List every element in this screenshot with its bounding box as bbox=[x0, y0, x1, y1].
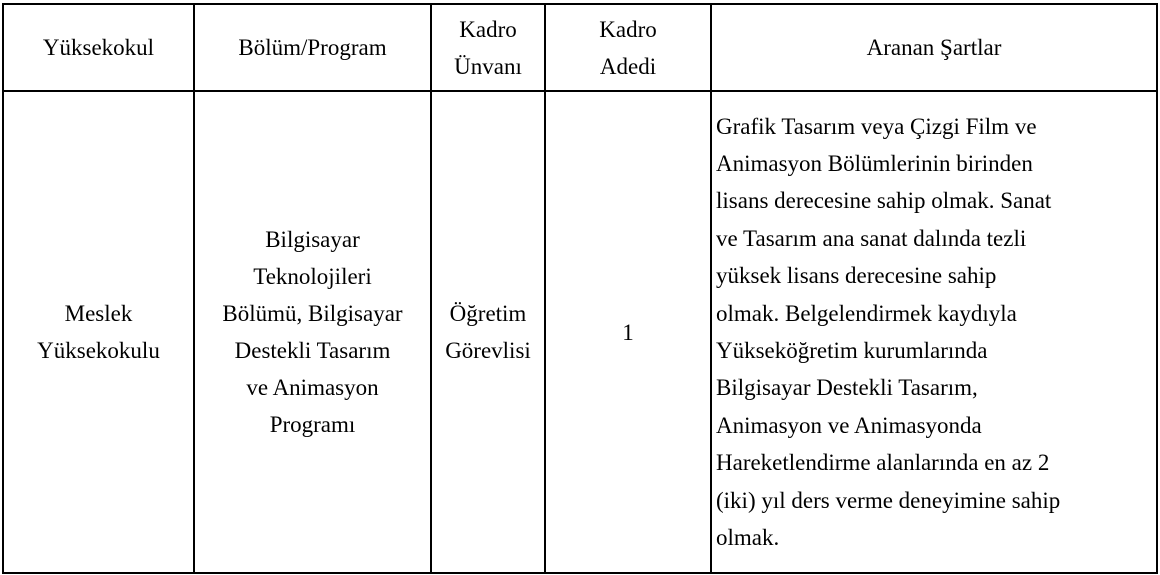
requirements-line: lisans derecesine sahip olmak. Sanat bbox=[716, 188, 1052, 214]
header-school: Yüksekokul bbox=[3, 4, 194, 91]
header-count-line: Adedi bbox=[599, 53, 657, 79]
cell-department-line: Destekli Tasarım bbox=[234, 338, 391, 363]
header-count bbox=[545, 4, 711, 91]
cell-school bbox=[3, 91, 194, 573]
requirements-line: Yükseköğretim kurumlarında bbox=[716, 338, 988, 363]
header-title-line: Ünvanı bbox=[454, 53, 522, 79]
header-count-line: Kadro bbox=[599, 16, 657, 42]
requirements-line: yüksek lisans derecesine sahip bbox=[716, 263, 997, 289]
requirements-line: (iki) yıl ders verme deneyimine sahip bbox=[716, 487, 1061, 513]
requirements-line: ve Tasarım ana sanat dalında tezli bbox=[716, 225, 1027, 251]
requirements-line: olmak. Belgelendirmek kaydıyla bbox=[716, 300, 1017, 326]
requirements-line: Grafik Tasarım veya Çizgi Film ve bbox=[716, 113, 1037, 139]
cell-title-line: Öğretim bbox=[449, 301, 527, 326]
cell-title-line: Görevlisi bbox=[445, 338, 531, 363]
positions-table bbox=[2, 3, 1158, 574]
table-header-row bbox=[3, 4, 1157, 91]
requirements-line: Animasyon ve Animasyonda bbox=[716, 412, 982, 438]
header-title bbox=[431, 4, 545, 91]
header-requirements: Aranan Şartlar bbox=[711, 4, 1157, 91]
cell-department-line: Teknolojileri bbox=[253, 264, 372, 289]
cell-department-line: Bilgisayar bbox=[265, 227, 360, 252]
cell-department-line: Bölümü, Bilgisayar bbox=[222, 301, 403, 326]
header-department: Bölüm/Program bbox=[194, 4, 431, 91]
cell-requirements bbox=[711, 91, 1157, 573]
table-row bbox=[3, 91, 1157, 573]
requirements-line: Animasyon Bölümlerinin birinden bbox=[716, 150, 1033, 176]
cell-department-line: ve Animasyon bbox=[246, 375, 379, 400]
requirements-line: Hareketlendirme alanlarında en az 2 bbox=[716, 450, 1050, 476]
requirements-line: olmak. bbox=[716, 525, 780, 551]
header-title-line: Kadro bbox=[459, 16, 517, 42]
cell-department-line: Programı bbox=[269, 412, 356, 437]
cell-school-line: Yüksekokulu bbox=[37, 338, 160, 363]
cell-school-line: Meslek bbox=[64, 301, 133, 326]
cell-count: 1 bbox=[545, 91, 711, 573]
cell-title bbox=[431, 91, 545, 573]
cell-department bbox=[194, 91, 431, 573]
requirements-line: Bilgisayar Destekli Tasarım, bbox=[716, 375, 978, 401]
